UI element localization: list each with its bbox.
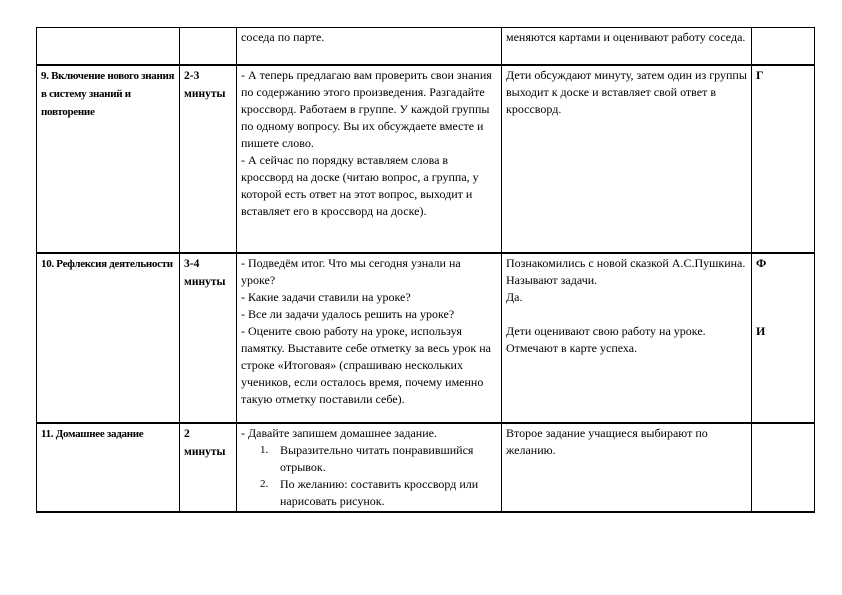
stage-cell xyxy=(37,423,180,512)
list-number: 1. xyxy=(260,443,269,456)
teacher-activity-text: соседа по парте. xyxy=(241,30,325,44)
teacher-line: - Какие задачи ставили на уроке? xyxy=(241,289,411,304)
list-number: 2. xyxy=(260,477,269,490)
teacher-activity-cell xyxy=(237,65,502,253)
stage-duration: 3-4 минуты xyxy=(184,257,226,288)
student-activity-text: меняются картами и оценивают работу соседа. xyxy=(506,30,746,44)
stage-cell xyxy=(37,253,180,423)
teacher-line: - Подведём итог. Что мы сегодня узнали на уроке? xyxy=(241,255,461,287)
teacher-activity-cell xyxy=(237,253,502,423)
time-cell xyxy=(180,423,237,512)
stage-duration: 2-3 минуты xyxy=(184,69,226,100)
list-text: По желанию: составить кроссворд или нарисовать рисунок. xyxy=(280,476,479,508)
student-activity-text: Дети обсуждают минуту, затем один из группы выходит к доске и вставляет свой ответ в кроссворд. xyxy=(506,67,747,116)
student-activity-cell xyxy=(502,423,752,512)
homework-list xyxy=(241,442,497,510)
stage-title: 11. Домашнее задание xyxy=(41,427,144,440)
stage-duration: 2 минуты xyxy=(184,427,226,458)
time-cell xyxy=(180,65,237,253)
table-row-continuation xyxy=(37,28,815,65)
student-line: Да. xyxy=(506,289,523,304)
uud-letter: Г xyxy=(756,67,764,82)
student-line: Познакомились с новой сказкой А.С.Пушкина. xyxy=(506,255,746,270)
uud-cell xyxy=(752,65,815,253)
table-row-stage-10 xyxy=(37,253,815,423)
table-row-stage-11 xyxy=(37,423,815,512)
teacher-line: - Оцените свою работу на уроке, используя памятку. Выставите себе отметку за весь урок на строке «Итоговая» (спрашиваю нескольких учеников, если осталось время, почему именно такую отметку поставили себе). xyxy=(241,323,491,406)
time-cell xyxy=(180,28,237,65)
table-row-stage-9 xyxy=(37,65,815,253)
list-item xyxy=(241,442,497,476)
stage-cell xyxy=(37,65,180,253)
teacher-activity-cell xyxy=(237,423,502,512)
uud-letter: И xyxy=(756,323,766,338)
uud-letter: Ф xyxy=(756,255,767,270)
uud-cell xyxy=(752,423,815,512)
student-activity-cell xyxy=(502,28,752,65)
student-line: Называют задачи. xyxy=(506,272,598,287)
student-activity-cell xyxy=(502,65,752,253)
stage-title: 10. Рефлексия деятельности xyxy=(41,257,173,270)
teacher-activity-cell xyxy=(237,28,502,65)
list-text: Выразительно читать понравившийся отрывок. xyxy=(280,442,474,474)
student-activity-cell xyxy=(502,253,752,423)
student-activity-text: Второе задание учащиеся выбирают по желанию. xyxy=(506,425,708,457)
teacher-line: - А теперь предлагаю вам проверить свои знания по содержанию этого произведения. Разгадайте кроссворд. Работаем в группе. У каждой группы по одному вопросу. Вы их обсуждаете вместе и пишете слово. xyxy=(241,67,492,150)
teacher-line: - Все ли задачи удалось решить на уроке? xyxy=(241,306,455,321)
spacer xyxy=(506,306,747,323)
spacer xyxy=(756,289,810,306)
teacher-line: - А сейчас по порядку вставляем слова в кроссворд на доске (читаю вопрос, а группа, у которой есть ответ на этот вопрос, выходит и вставляет его в кроссворд на доске). xyxy=(241,152,479,218)
time-cell xyxy=(180,253,237,423)
stage-cell xyxy=(37,28,180,65)
teacher-line: - Давайте запишем домашнее задание. xyxy=(241,425,437,440)
student-line: Дети оценивают свою работу на уроке. Отмечают в карте успеха. xyxy=(506,323,706,355)
uud-cell xyxy=(752,28,815,65)
list-item xyxy=(241,476,497,510)
stage-title: 9. Включение нового знания в систему знаний и повторение xyxy=(41,69,175,118)
spacer xyxy=(756,272,810,289)
uud-cell xyxy=(752,253,815,423)
lesson-plan-table xyxy=(36,27,815,513)
spacer xyxy=(756,306,810,323)
